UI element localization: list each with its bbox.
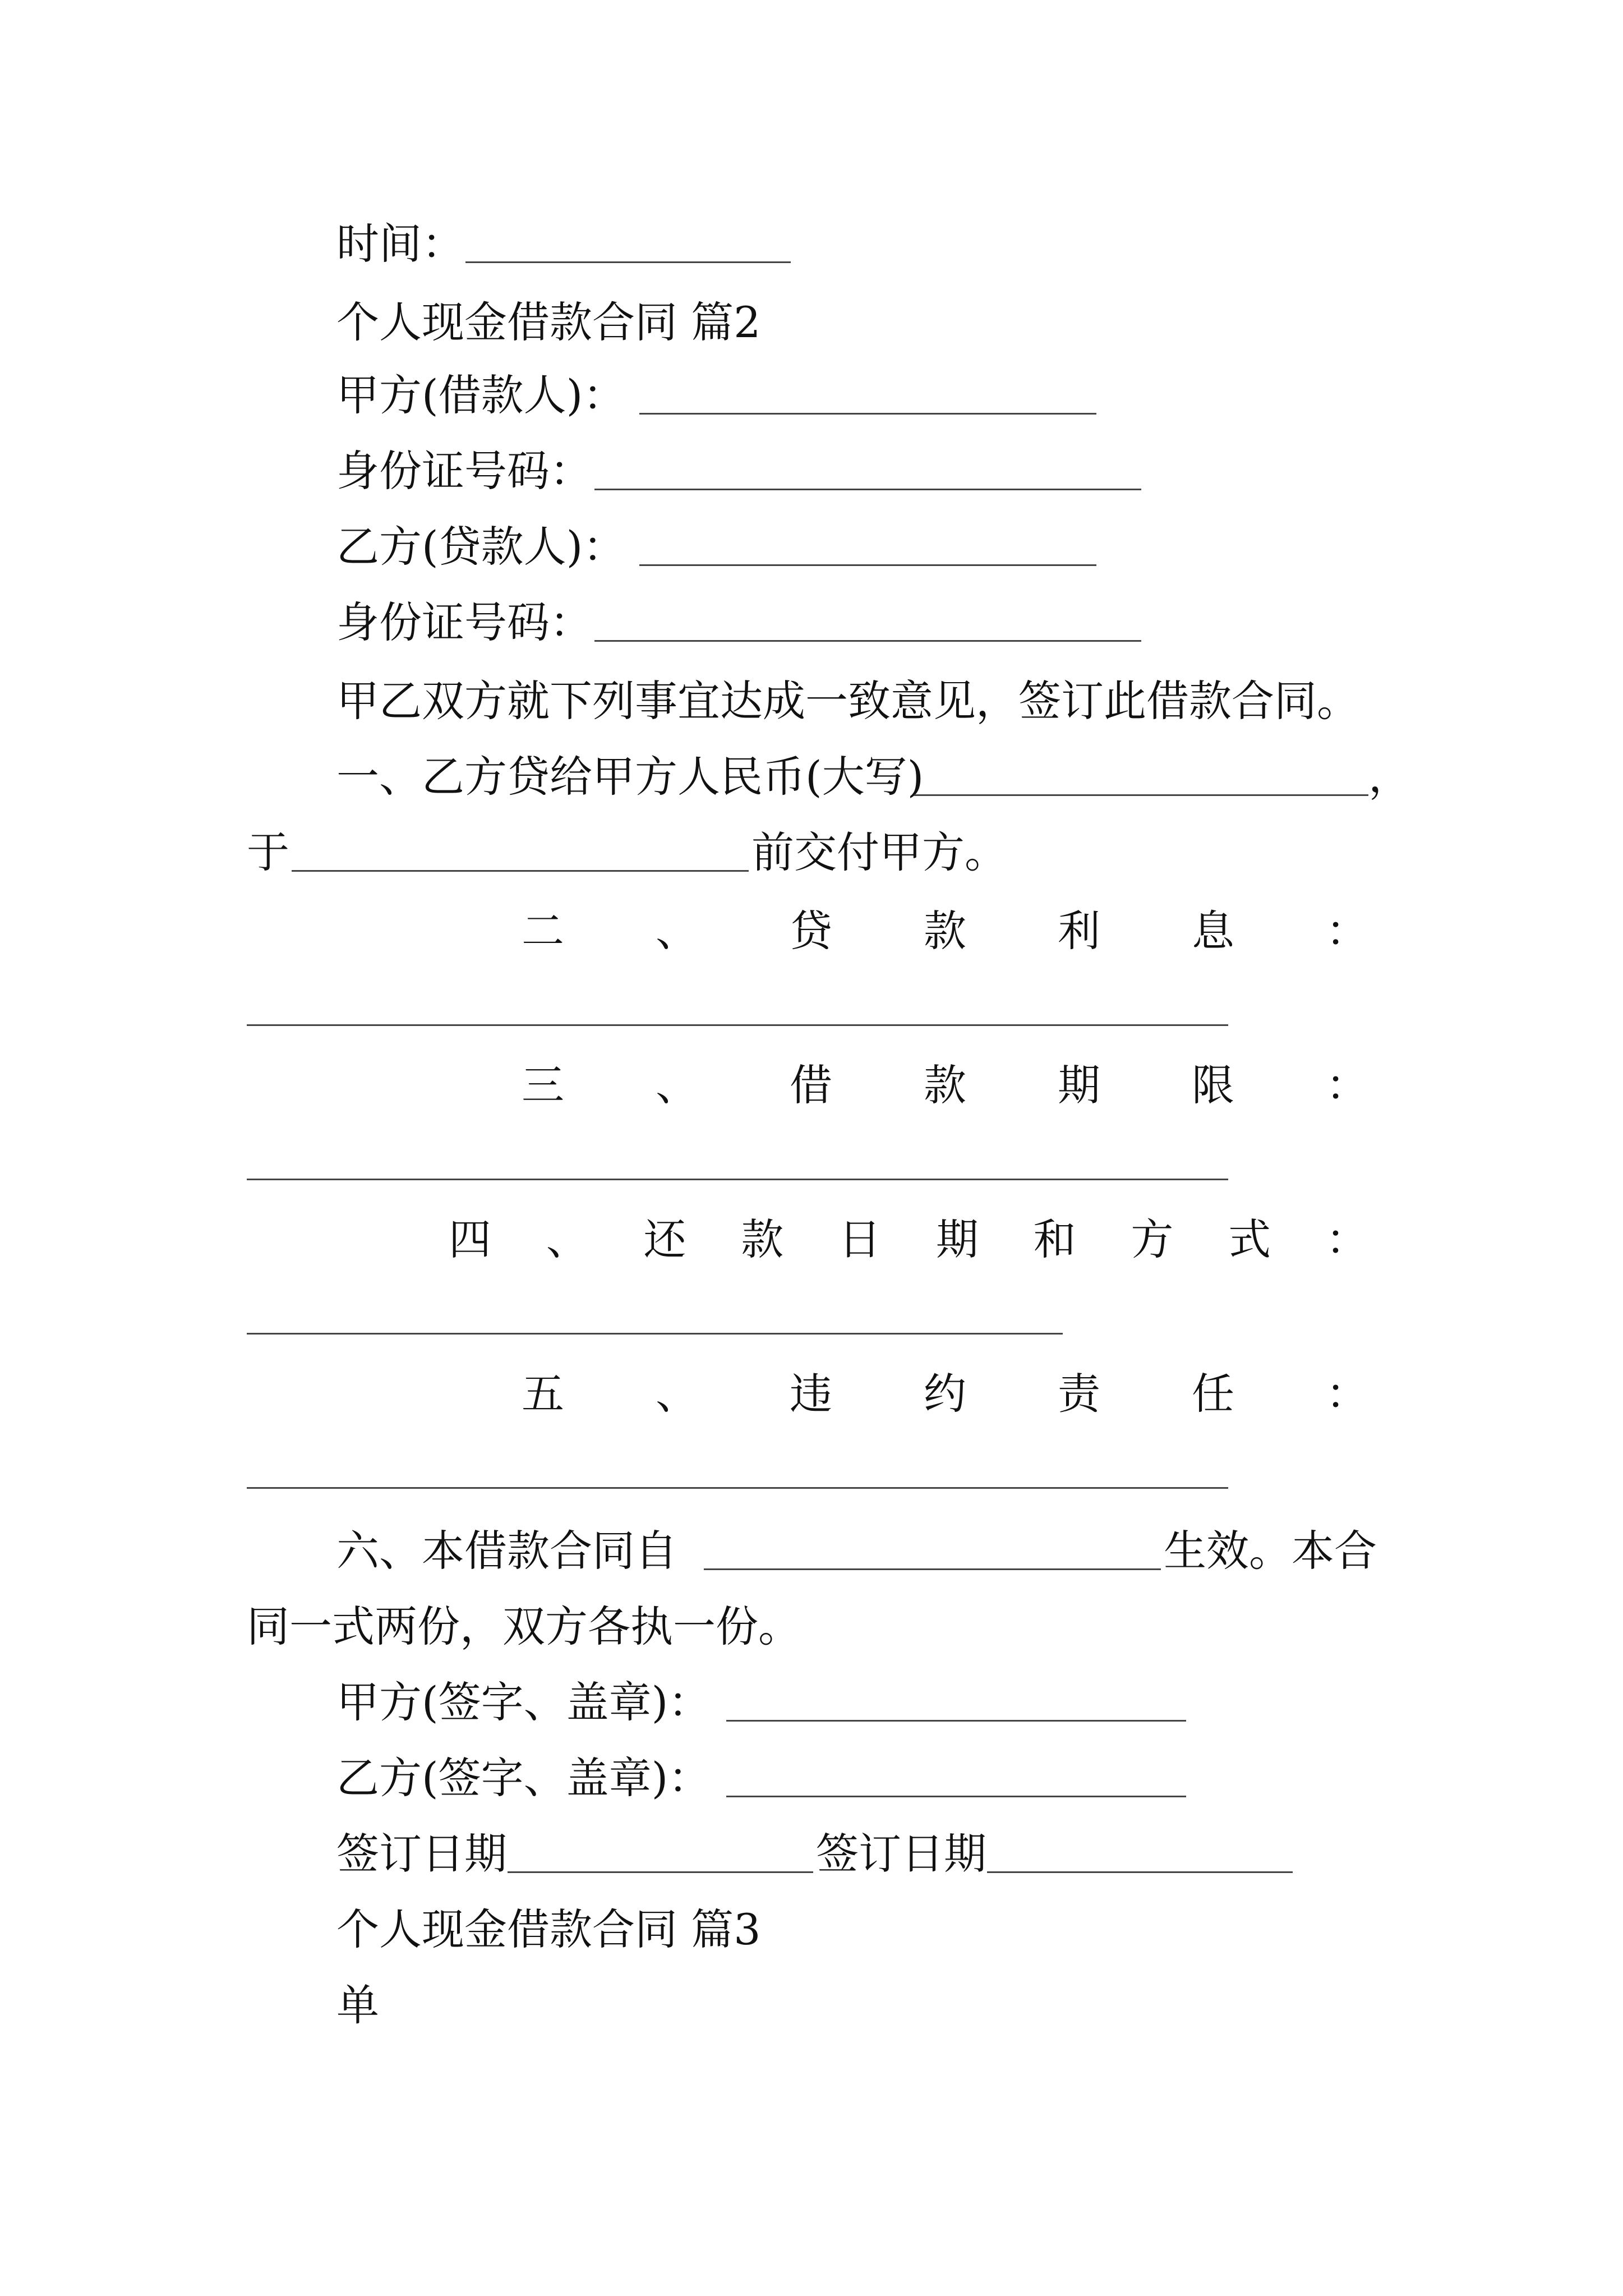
- clause-3-blank: [247, 1179, 1228, 1180]
- clause4-char: 款: [741, 1214, 784, 1264]
- clause4-char: 、: [546, 1214, 589, 1264]
- sign-a-label: 甲方(签字、盖章)：: [336, 1677, 711, 1727]
- clause-4-blank: [247, 1333, 1063, 1335]
- clause3-char: ：: [1326, 1060, 1368, 1110]
- clause-4-heading: [449, 1212, 1368, 1268]
- clause4-char: 还: [643, 1214, 686, 1264]
- clause-1b-post: 前交付甲方。: [751, 827, 1007, 877]
- party-a-label: 甲方(借款人)：: [336, 370, 626, 420]
- clause4-char: 期: [935, 1214, 979, 1264]
- sign-date-label-1: 签订日期: [336, 1829, 507, 1879]
- id-b-blank: [594, 640, 1141, 642]
- clause5-char: 、: [656, 1369, 698, 1419]
- sign-date-blank-2: [987, 1871, 1293, 1873]
- clause2-char: 利: [1058, 906, 1100, 956]
- clause-5-blank: [247, 1487, 1228, 1489]
- clause3-char: 借: [790, 1060, 832, 1110]
- clause2-char: 息: [1192, 906, 1234, 956]
- sign-date-blank-1: [508, 1871, 813, 1873]
- clause3-char: 三: [522, 1060, 564, 1110]
- clause2-char: 贷: [790, 906, 832, 956]
- clause-1-amount-blank: [914, 794, 1368, 796]
- clause-1b-pre: 于: [247, 827, 289, 877]
- clause5-char: ：: [1326, 1369, 1368, 1419]
- clause3-char: 款: [924, 1060, 966, 1110]
- clause3-char: 期: [1058, 1060, 1100, 1110]
- clause4-char: 方: [1131, 1214, 1174, 1264]
- party-b-blank: [639, 564, 1096, 566]
- clause4-char: 四: [449, 1214, 491, 1264]
- clause4-char: 式: [1228, 1214, 1271, 1264]
- clause-5-heading: [522, 1366, 1368, 1422]
- clause3-char: 、: [656, 1060, 698, 1110]
- clause-1-comma: ，: [1368, 752, 1411, 802]
- party-b-label: 乙方(贷款人)：: [336, 522, 626, 572]
- id-a-label: 身份证号码：: [336, 446, 592, 496]
- contract-heading-2: 个人现金借款合同 篇2: [336, 297, 761, 347]
- clause-2-blank: [247, 1024, 1228, 1026]
- id-b-label: 身份证号码：: [336, 597, 592, 647]
- clause-6-date-blank: [704, 1568, 1161, 1570]
- clause-1-text: 一、乙方贷给甲方人民币(大写): [336, 752, 924, 802]
- contract-heading-3: 个人现金借款合同 篇3: [336, 1904, 761, 1954]
- sign-date-label-2: 签订日期: [816, 1829, 986, 1879]
- clause5-char: 任: [1192, 1369, 1234, 1419]
- clause4-char: 和: [1033, 1214, 1076, 1264]
- section-start-text: 单: [336, 1980, 379, 2030]
- clause2-char: 二: [522, 906, 564, 956]
- sign-b-blank: [726, 1796, 1186, 1797]
- clause-6-continuation: 同一式两份，双方各执一份。: [247, 1602, 801, 1651]
- clause-6-pre: 六、本借款合同自: [336, 1526, 677, 1576]
- agreement-text: 甲乙双方就下列事宜达成一致意见，签订此借款合同。: [336, 676, 1359, 726]
- sign-a-blank: [726, 1720, 1186, 1722]
- clause2-char: 款: [924, 906, 966, 956]
- time-blank: [465, 261, 791, 263]
- clause2-char: 、: [656, 906, 698, 956]
- clause-2-heading: [522, 903, 1368, 959]
- clause5-char: 违: [790, 1369, 832, 1419]
- clause4-char: ：: [1325, 1214, 1368, 1264]
- clause5-char: 约: [924, 1369, 966, 1419]
- clause5-char: 责: [1058, 1369, 1100, 1419]
- clause-6-post: 生效。本合: [1164, 1526, 1377, 1576]
- sign-b-label: 乙方(签字、盖章)：: [336, 1753, 711, 1803]
- clause2-char: ：: [1326, 906, 1368, 956]
- clause3-char: 限: [1192, 1060, 1234, 1110]
- time-label: 时间：: [336, 219, 464, 269]
- clause5-char: 五: [522, 1369, 564, 1419]
- party-a-blank: [639, 413, 1096, 415]
- clause-1-date-blank: [292, 870, 749, 872]
- clause4-char: 日: [838, 1214, 882, 1264]
- clause-3-heading: [522, 1057, 1368, 1114]
- id-a-blank: [594, 489, 1141, 490]
